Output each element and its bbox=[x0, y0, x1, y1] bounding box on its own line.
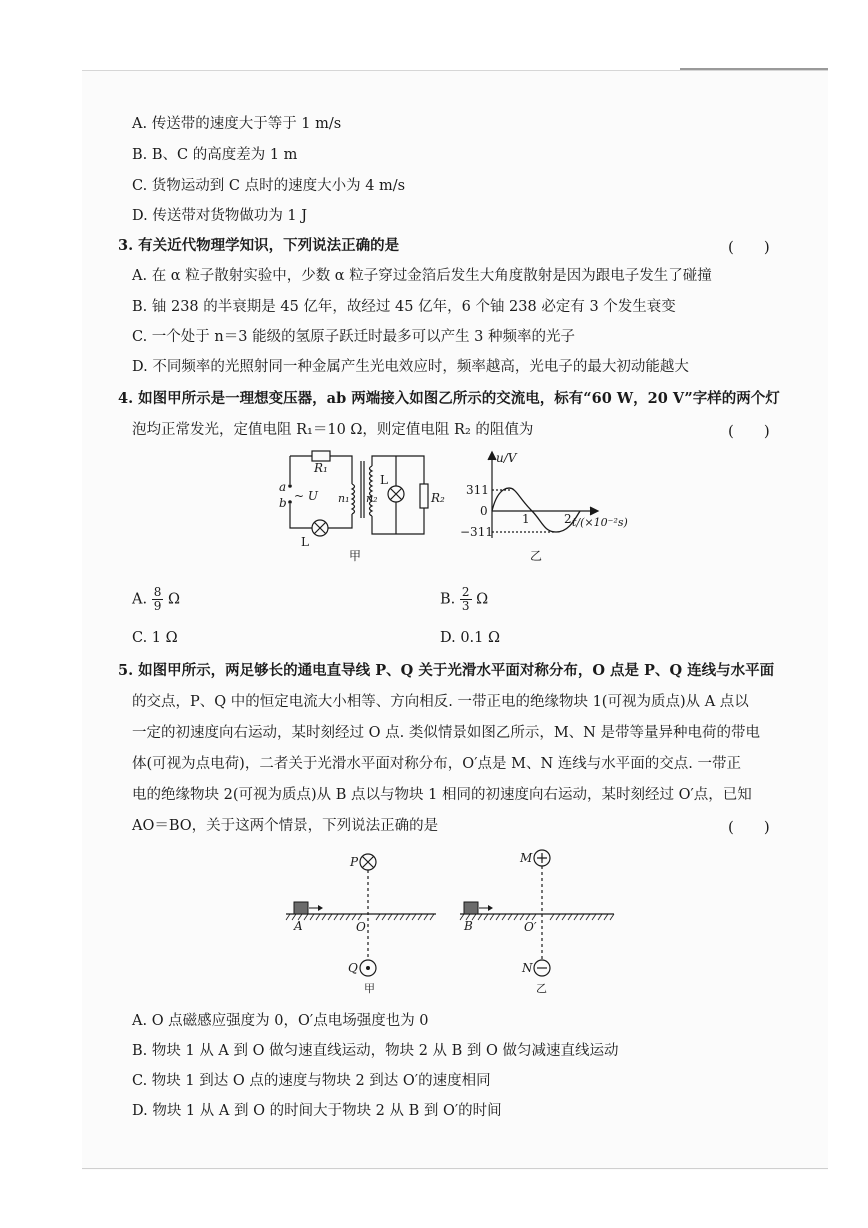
q4-waveform-figure bbox=[456, 446, 656, 576]
q5-stem-line6: AO＝BO，关于这两个情景，下列说法正确的是 bbox=[132, 818, 439, 834]
q4-option-b-unit: Ω bbox=[476, 591, 489, 608]
secondary-coil bbox=[370, 466, 373, 516]
label-r2: R₂ bbox=[431, 491, 445, 505]
x-axis-label: t/(×10⁻²s) bbox=[572, 516, 628, 529]
q4-stem-line2: 泡均正常发光，定值电阻 R₁＝10 Ω，则定值电阻 R₂ 的阻值为 bbox=[132, 422, 534, 438]
label-u: ~ U bbox=[294, 489, 318, 503]
q4-option-b-label: B. bbox=[440, 591, 456, 608]
q4-a-denominator: 9 bbox=[153, 599, 162, 613]
q3-option-d: D. 不同频率的光照射同一种金属产生光电效应时，频率越高，光电子的最大初动能越大 bbox=[132, 359, 689, 375]
block-1 bbox=[294, 902, 308, 914]
caption-yi: 乙 bbox=[530, 549, 543, 563]
label-n2: n₂ bbox=[366, 492, 378, 505]
label-l-bottom: L bbox=[301, 535, 309, 549]
caption-yi-q5: 乙 bbox=[536, 982, 547, 994]
label-n: N bbox=[522, 961, 533, 975]
q4-option-a-unit: Ω bbox=[167, 591, 180, 608]
bottom-divider bbox=[82, 1168, 828, 1169]
q5-stem-line5: 电的绝缘物块 2(可视为质点)从 B 点以与物块 1 相同的初速度向右运动，某时刻经过 O′点，已知 bbox=[132, 787, 752, 803]
q2-option-d: D. 传送带对货物做功为 1 J bbox=[132, 208, 308, 224]
label-l-top: L bbox=[380, 473, 388, 487]
q4-option-b bbox=[440, 586, 488, 613]
t-tick-2: 2 bbox=[564, 512, 572, 526]
q5-stem-line1: 5. 如图甲所示，两足够长的通电直导线 P、Q 关于光滑水平面对称分布，O 点是 P、Q 连线与水平面 bbox=[118, 662, 775, 679]
q5-option-b: B. 物块 1 从 A 到 O 做匀速直线运动，物块 2 从 B 到 O 做匀减速直线运动 bbox=[132, 1043, 619, 1059]
label-b: b bbox=[279, 496, 287, 510]
t-tick-1: 1 bbox=[522, 512, 530, 526]
q3-stem: 3. 有关近代物理学知识，下列说法正确的是 bbox=[118, 237, 400, 254]
q2-option-b: B. B、C 的高度差为 1 m bbox=[132, 147, 298, 163]
label-n1: n₁ bbox=[338, 492, 350, 505]
q4-option-a bbox=[132, 586, 180, 613]
top-divider bbox=[82, 70, 828, 71]
label-a: a bbox=[279, 480, 287, 494]
label-a-point: A bbox=[294, 919, 303, 933]
q5-charges-figure bbox=[456, 844, 621, 994]
q3-option-c: C. 一个处于 n＝3 能级的氢原子跃迁时最多可以产生 3 种频率的光子 bbox=[132, 329, 576, 345]
q4-circuit-figure bbox=[270, 446, 445, 576]
caption-jia: 甲 bbox=[349, 549, 362, 563]
q4-option-c: C. 1 Ω bbox=[132, 630, 178, 646]
q2-option-c: C. 货物运动到 C 点时的速度大小为 4 m/s bbox=[132, 178, 406, 194]
q4-stem-line1: 4. 如图甲所示是一理想变压器，ab 两端接入如图乙所示的交流电，标有“60 W，20 V”字样的两个灯 bbox=[118, 390, 780, 407]
q5-option-d: D. 物块 1 从 A 到 O 的时间大于物块 2 从 B 到 O′的时间 bbox=[132, 1103, 502, 1119]
q5-option-c: C. 物块 1 到达 O 点的速度与物块 2 到达 O′的速度相同 bbox=[132, 1073, 491, 1089]
r1-resistor bbox=[312, 451, 330, 461]
origin-tick: 0 bbox=[480, 504, 488, 518]
y-min-tick: −311 bbox=[460, 525, 493, 539]
label-b-point: B bbox=[464, 919, 473, 933]
q5-wires-figure bbox=[282, 844, 442, 994]
q3-option-a: A. 在 α 粒子散射实验中，少数 α 粒子穿过金箔后发生大角度散射是因为跟电子发生了碰撞 bbox=[132, 268, 712, 284]
q5-stem-line4: 体(可视为点电荷)，二者关于光滑水平面对称分布，O′点是 M、N 连线与水平面的交点. 一带正 bbox=[132, 756, 741, 772]
label-q: Q bbox=[348, 961, 358, 975]
exam-page bbox=[82, 70, 828, 1170]
q4-b-numerator: 2 bbox=[461, 585, 470, 599]
label-o: O bbox=[356, 920, 366, 934]
q4-option-a-fraction bbox=[152, 586, 164, 613]
r2-resistor bbox=[420, 484, 428, 508]
q5-answer-paren: ( ) bbox=[728, 818, 770, 836]
label-o-prime: O′ bbox=[524, 920, 537, 934]
label-r1: R₁ bbox=[314, 461, 328, 475]
q5-stem-line3: 一定的初速度向右运动，某时刻经过 O 点. 类似情景如图乙所示，M、N 是带等量异种电荷的带电 bbox=[132, 725, 760, 741]
label-m: M bbox=[520, 851, 533, 865]
q4-b-denominator: 3 bbox=[461, 599, 470, 613]
block-2 bbox=[464, 902, 478, 914]
y-axis-label: u/V bbox=[496, 451, 517, 465]
y-max-tick: 311 bbox=[466, 483, 489, 497]
q4-a-numerator: 8 bbox=[153, 585, 162, 599]
q5-option-a: A. O 点磁感应强度为 0，O′点电场强度也为 0 bbox=[132, 1013, 429, 1029]
q2-option-a: A. 传送带的速度大于等于 1 m/s bbox=[132, 116, 342, 132]
primary-coil bbox=[352, 484, 355, 514]
caption-jia-q5: 甲 bbox=[364, 982, 375, 994]
label-p: P bbox=[350, 855, 359, 869]
q4-answer-paren: ( ) bbox=[728, 422, 770, 440]
q3-answer-paren: ( ) bbox=[728, 238, 770, 256]
q4-option-a-label: A. bbox=[132, 591, 148, 608]
q4-option-b-fraction bbox=[460, 586, 472, 613]
q3-option-b: B. 铀 238 的半衰期是 45 亿年，故经过 45 亿年，6 个铀 238 必定有 3 个发生衰变 bbox=[132, 299, 676, 315]
q4-option-d: D. 0.1 Ω bbox=[440, 630, 501, 646]
q5-stem-line2: 的交点，P、Q 中的恒定电流大小相等、方向相反. 一带正电的绝缘物块 1(可视为质点)从 A 点以 bbox=[132, 694, 749, 710]
